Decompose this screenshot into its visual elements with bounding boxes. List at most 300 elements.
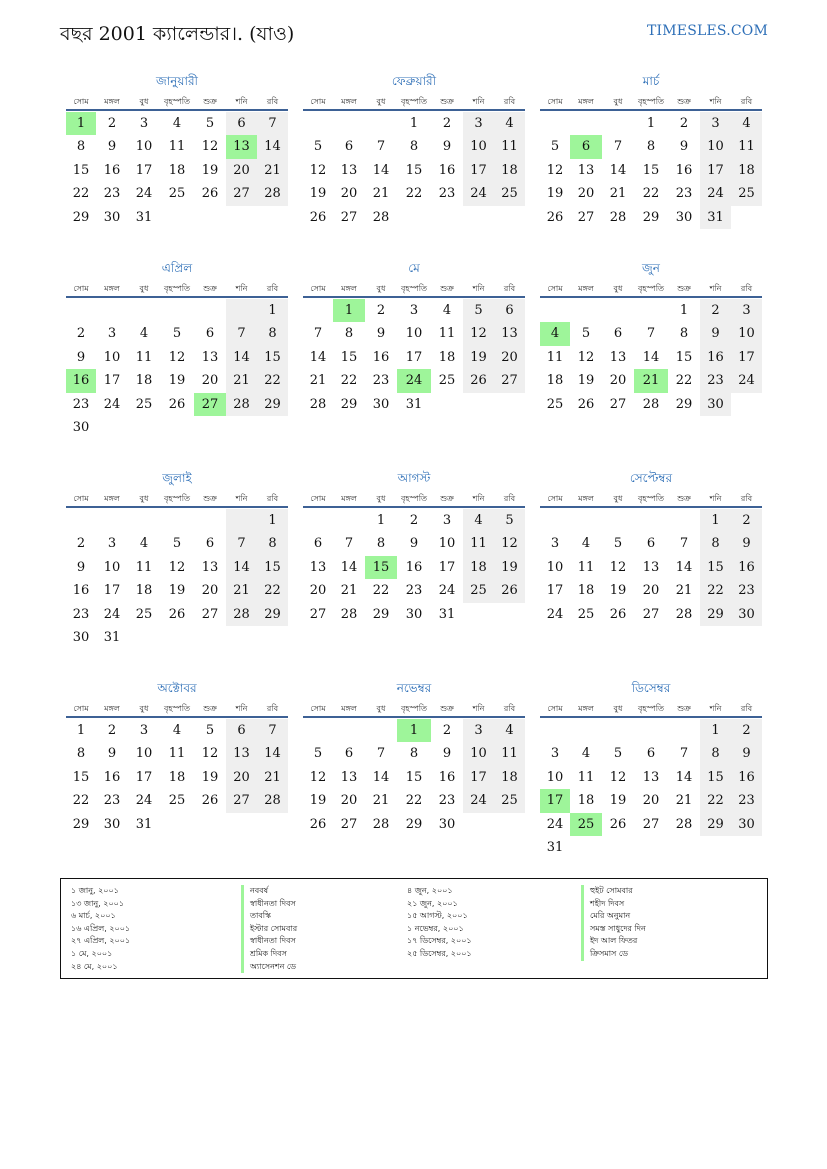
day-cell: 22: [257, 369, 288, 392]
day-cell: 17: [103, 373, 121, 389]
day-cell: 10: [463, 742, 494, 765]
day-cell: 4: [494, 719, 525, 742]
month-calendar: [66, 467, 288, 649]
site-link[interactable]: TIMESLES.COM: [647, 23, 768, 39]
empty-cell: [194, 509, 226, 532]
day-grid: [540, 111, 762, 229]
day-grid: [66, 718, 288, 836]
empty-cell: [668, 719, 700, 742]
day-cell: 26: [201, 186, 219, 202]
holiday-name: হুইট সোমবার: [581, 885, 646, 898]
empty-cell: [540, 112, 570, 135]
day-cell: 6: [494, 299, 525, 322]
day-cell: 21: [226, 579, 257, 602]
day-cell: 5: [313, 746, 323, 762]
day-cell: 11: [577, 769, 595, 785]
day-cell: 7: [376, 139, 386, 155]
month-name: ফেব্রুয়ারী: [391, 74, 437, 88]
day-cell: 12: [546, 162, 564, 178]
day-cell: 23: [103, 186, 121, 202]
day-cell: 1: [257, 299, 288, 322]
day-cell: 24: [546, 606, 564, 622]
day-cell: 19: [309, 793, 327, 809]
month-calendar: [66, 257, 288, 439]
day-cell: 4: [494, 112, 525, 135]
empty-cell: [365, 719, 397, 742]
day-cell: 1: [700, 509, 731, 532]
weekday-label: শনি: [235, 704, 248, 713]
day-cell: 22: [257, 579, 288, 602]
day-cell: 29: [675, 396, 693, 412]
holiday-day-cell: 15: [365, 556, 397, 579]
holiday-date: ১৫ আগস্ট, ২০০১: [407, 911, 468, 921]
holiday-day-cell: 21: [634, 369, 668, 392]
month-name: ডিসেম্বর: [631, 681, 671, 695]
weekday-label: বৃহস্পতি: [400, 284, 428, 293]
day-cell: 6: [226, 719, 257, 742]
day-cell: 2: [107, 116, 117, 131]
holiday-name: ইদ আল ফিতর: [581, 935, 646, 948]
day-cell: 14: [257, 135, 288, 158]
day-cell: 15: [700, 556, 731, 579]
day-cell: 23: [731, 579, 762, 602]
holiday-date: ১ জানু, ২০০১: [71, 886, 119, 895]
day-cell: 12: [494, 532, 525, 555]
day-cell: 20: [226, 159, 257, 182]
day-cell: 5: [613, 536, 623, 552]
weekday-label: বৃহস্পতি: [163, 284, 191, 293]
weekday-label: শুক্র: [440, 284, 454, 293]
weekday-label: শুক্র: [677, 704, 691, 713]
holiday-dates-col-2: [407, 885, 472, 961]
day-cell: 30: [700, 393, 731, 416]
day-cell: 20: [494, 346, 525, 369]
day-cell: 23: [372, 373, 390, 389]
day-cell: 22: [72, 186, 90, 202]
weekday-label: বৃহস্পতি: [637, 704, 665, 713]
holiday-date: ৬ মার্চ, ২০০১: [71, 911, 116, 921]
day-cell: 5: [613, 746, 623, 762]
day-cell: 18: [494, 159, 525, 182]
day-cell: 18: [577, 793, 595, 809]
day-cell: 6: [205, 326, 215, 342]
day-cell: 26: [546, 209, 564, 225]
weekday-label: বুধ: [376, 97, 386, 106]
holiday-day-cell: 13: [226, 135, 257, 158]
day-cell: 3: [139, 723, 149, 738]
holiday-dates-col-1: [71, 885, 130, 973]
weekday-label: বুধ: [376, 494, 386, 503]
weekday-label: শুক্র: [203, 97, 217, 106]
empty-cell: [66, 509, 96, 532]
weekday-label: সোম: [547, 97, 563, 106]
month-name: সেপ্টেম্বর: [629, 471, 673, 485]
weekday-header: [66, 699, 288, 718]
day-cell: 19: [609, 583, 627, 599]
day-cell: 7: [646, 326, 656, 342]
day-cell: 15: [700, 766, 731, 789]
weekday-label: বৃহস্পতি: [163, 97, 191, 106]
day-cell: 28: [675, 816, 693, 832]
day-cell: 27: [642, 816, 660, 832]
day-cell: 8: [76, 139, 86, 155]
weekday-label: শনি: [709, 97, 722, 106]
day-cell: 14: [257, 742, 288, 765]
day-cell: 2: [376, 303, 386, 318]
day-cell: 6: [646, 536, 656, 552]
day-cell: 1: [646, 116, 656, 131]
weekday-label: রবি: [740, 97, 753, 106]
day-cell: 6: [646, 746, 656, 762]
holiday-date: ১৬ এপ্রিল, ২০০১: [71, 923, 131, 933]
day-cell: 20: [201, 373, 219, 389]
day-grid: [303, 298, 525, 416]
holiday-date: ২৭ এপ্রিল, ২০০১: [71, 936, 131, 946]
month-calendar: [303, 257, 525, 416]
day-cell: 30: [72, 419, 90, 435]
day-cell: 25: [135, 606, 153, 622]
day-cell: 29: [72, 816, 90, 832]
month-calendar: [540, 70, 762, 229]
day-cell: 28: [226, 603, 257, 626]
day-cell: 18: [168, 162, 186, 178]
weekday-label: রবি: [503, 494, 516, 503]
holiday-name: স্বাধীনতা দিবস: [241, 935, 297, 948]
holiday-date: ২৫ ডিসেম্বর, ২০০১: [407, 948, 472, 958]
day-cell: 5: [205, 116, 215, 131]
weekday-label: শুক্র: [203, 494, 217, 503]
day-cell: 30: [405, 606, 423, 622]
day-cell: 11: [731, 135, 762, 158]
day-cell: 20: [642, 583, 660, 599]
day-cell: 31: [405, 396, 423, 412]
day-cell: 24: [463, 789, 494, 812]
weekday-header: [303, 92, 525, 111]
day-cell: 8: [344, 326, 354, 342]
day-cell: 13: [494, 322, 525, 345]
day-cell: 12: [577, 349, 595, 365]
day-cell: 13: [340, 769, 358, 785]
weekday-header: [303, 489, 525, 508]
day-cell: 9: [107, 746, 117, 762]
day-cell: 31: [438, 606, 456, 622]
day-cell: 10: [463, 135, 494, 158]
month-name: নভেম্বর: [396, 681, 432, 695]
day-cell: 8: [679, 326, 689, 342]
day-cell: 16: [438, 769, 456, 785]
day-cell: 11: [168, 139, 186, 155]
page-title: বছর 2001 ক্যালেন্ডার।. (যাও): [60, 23, 295, 45]
holiday-date: ২১ জুন, ২০০১: [407, 898, 458, 908]
day-cell: 8: [409, 139, 419, 155]
day-cell: 11: [463, 532, 494, 555]
weekday-label: রবি: [266, 494, 279, 503]
day-cell: 20: [226, 766, 257, 789]
day-cell: 7: [226, 532, 257, 555]
day-cell: 24: [135, 793, 153, 809]
weekday-label: শনি: [472, 284, 485, 293]
day-cell: 11: [546, 349, 564, 365]
day-cell: 17: [103, 583, 121, 599]
day-cell: 13: [309, 559, 327, 575]
month-calendar: [66, 70, 288, 229]
holiday-date: ২৪ মে, ২০০১: [71, 961, 118, 971]
day-cell: 3: [139, 116, 149, 131]
day-cell: 4: [172, 723, 182, 738]
day-cell: 18: [463, 556, 494, 579]
month-name: মে: [408, 261, 420, 275]
month-name: অক্টোবর: [157, 681, 197, 695]
month-name: জানুয়ারী: [156, 74, 198, 88]
empty-cell: [668, 509, 700, 532]
day-cell: 12: [168, 349, 186, 365]
empty-cell: [303, 112, 333, 135]
day-cell: 5: [313, 139, 323, 155]
empty-cell: [570, 509, 602, 532]
day-cell: 18: [135, 373, 153, 389]
day-cell: 14: [675, 769, 693, 785]
day-cell: 16: [731, 766, 762, 789]
day-cell: 1: [376, 513, 386, 528]
day-cell: 5: [205, 723, 215, 738]
day-cell: 2: [107, 723, 117, 738]
day-cell: 29: [372, 606, 390, 622]
empty-cell: [303, 719, 333, 742]
weekday-label: শুক্র: [677, 284, 691, 293]
day-cell: 19: [609, 793, 627, 809]
day-cell: 3: [107, 326, 117, 342]
day-cell: 20: [340, 186, 358, 202]
day-cell: 7: [679, 536, 689, 552]
day-cell: 10: [103, 349, 121, 365]
day-cell: 8: [700, 532, 731, 555]
holiday-name: স্বাধীনতা দিবস: [241, 898, 297, 911]
day-cell: 10: [731, 322, 762, 345]
day-cell: 15: [405, 769, 423, 785]
day-cell: 7: [344, 536, 354, 552]
holiday-name: মেরি অনুমান: [581, 910, 646, 923]
day-cell: 24: [135, 186, 153, 202]
day-cell: 23: [405, 583, 423, 599]
weekday-label: বুধ: [376, 704, 386, 713]
day-cell: 14: [226, 346, 257, 369]
day-cell: 31: [103, 629, 121, 645]
day-cell: 1: [257, 509, 288, 532]
day-cell: 5: [581, 326, 591, 342]
holiday-list: [60, 878, 768, 979]
day-grid: [66, 298, 288, 439]
weekday-label: সোম: [310, 97, 326, 106]
weekday-label: শনি: [709, 284, 722, 293]
weekday-label: সোম: [310, 284, 326, 293]
weekday-label: সোম: [73, 494, 89, 503]
empty-cell: [128, 509, 160, 532]
weekday-label: মঙ্গল: [104, 284, 120, 293]
day-cell: 3: [442, 513, 452, 528]
day-cell: 13: [609, 349, 627, 365]
day-cell: 23: [700, 369, 731, 392]
day-cell: 24: [103, 396, 121, 412]
day-cell: 18: [135, 583, 153, 599]
day-cell: 22: [405, 793, 423, 809]
day-grid: [540, 718, 762, 859]
holiday-date: ১৭ ডিসেম্বর, ২০০১: [407, 936, 472, 946]
day-cell: 17: [700, 159, 731, 182]
day-cell: 29: [700, 603, 731, 626]
day-cell: 8: [257, 532, 288, 555]
day-cell: 25: [546, 396, 564, 412]
day-cell: 21: [257, 766, 288, 789]
day-cell: 7: [679, 746, 689, 762]
day-cell: 5: [463, 299, 494, 322]
day-cell: 5: [550, 139, 560, 155]
day-cell: 27: [226, 182, 257, 205]
weekday-label: সোম: [547, 284, 563, 293]
day-cell: 7: [376, 746, 386, 762]
weekday-label: রবি: [266, 704, 279, 713]
day-cell: 3: [463, 112, 494, 135]
weekday-label: বৃহস্পতি: [163, 704, 191, 713]
day-cell: 19: [168, 373, 186, 389]
empty-cell: [540, 509, 570, 532]
holiday-day-cell: 24: [397, 369, 431, 392]
day-cell: 6: [344, 139, 354, 155]
day-cell: 17: [546, 583, 564, 599]
weekday-label: শনি: [472, 494, 485, 503]
holiday-day-cell: 6: [570, 135, 602, 158]
holiday-name: নববর্ষ: [241, 885, 297, 898]
day-cell: 25: [168, 793, 186, 809]
day-cell: 17: [135, 769, 153, 785]
day-cell: 17: [405, 349, 423, 365]
day-cell: 26: [309, 816, 327, 832]
day-cell: 20: [609, 373, 627, 389]
weekday-label: বুধ: [613, 494, 623, 503]
weekday-label: বৃহস্পতি: [163, 494, 191, 503]
day-cell: 2: [731, 509, 762, 532]
day-cell: 3: [700, 112, 731, 135]
day-cell: 14: [675, 559, 693, 575]
day-grid: [303, 111, 525, 229]
weekday-label: শনি: [235, 494, 248, 503]
day-cell: 11: [135, 559, 153, 575]
weekday-label: বৃহস্পতি: [637, 284, 665, 293]
weekday-label: শুক্র: [203, 704, 217, 713]
day-cell: 13: [577, 162, 595, 178]
weekday-label: শনি: [709, 704, 722, 713]
day-cell: 29: [257, 603, 288, 626]
month-name: আগস্ট: [397, 471, 431, 485]
weekday-header: [303, 279, 525, 298]
holiday-date: ১৩ জানু, ২০০১: [71, 898, 125, 908]
day-cell: 15: [257, 346, 288, 369]
weekday-header: [66, 279, 288, 298]
day-cell: 24: [700, 182, 731, 205]
day-cell: 9: [76, 559, 86, 575]
weekday-label: মঙ্গল: [578, 97, 594, 106]
weekday-label: সোম: [73, 704, 89, 713]
day-cell: 17: [731, 346, 762, 369]
weekday-label: রবি: [740, 704, 753, 713]
day-cell: 14: [226, 556, 257, 579]
weekday-label: বুধ: [139, 494, 149, 503]
holiday-day-cell: 1: [66, 112, 96, 135]
day-cell: 5: [494, 509, 525, 532]
empty-cell: [303, 299, 333, 322]
empty-cell: [128, 299, 160, 322]
day-cell: 25: [731, 182, 762, 205]
empty-cell: [226, 509, 257, 532]
weekday-label: রবি: [266, 284, 279, 293]
day-grid: [66, 111, 288, 229]
day-cell: 5: [172, 326, 182, 342]
day-cell: 16: [700, 346, 731, 369]
empty-cell: [602, 509, 634, 532]
day-cell: 16: [438, 162, 456, 178]
day-cell: 30: [72, 629, 90, 645]
day-cell: 3: [463, 719, 494, 742]
day-cell: 20: [340, 793, 358, 809]
day-cell: 31: [135, 209, 153, 225]
day-cell: 18: [438, 349, 456, 365]
day-cell: 16: [405, 559, 423, 575]
day-cell: 28: [309, 396, 327, 412]
weekday-label: রবি: [266, 97, 279, 106]
day-cell: 2: [409, 513, 419, 528]
day-cell: 9: [442, 139, 452, 155]
weekday-label: বুধ: [139, 284, 149, 293]
day-cell: 26: [494, 579, 525, 602]
day-cell: 23: [675, 186, 693, 202]
day-cell: 10: [135, 139, 153, 155]
holiday-day-cell: 1: [397, 719, 431, 742]
day-cell: 2: [731, 719, 762, 742]
day-cell: 24: [438, 583, 456, 599]
weekday-label: বুধ: [139, 704, 149, 713]
weekday-label: বুধ: [613, 704, 623, 713]
weekday-label: শুক্র: [440, 494, 454, 503]
day-cell: 10: [438, 536, 456, 552]
day-cell: 27: [577, 209, 595, 225]
day-cell: 11: [494, 135, 525, 158]
day-cell: 21: [226, 369, 257, 392]
day-cell: 14: [372, 162, 390, 178]
day-cell: 13: [201, 559, 219, 575]
day-cell: 19: [168, 583, 186, 599]
day-cell: 12: [201, 746, 219, 762]
day-cell: 24: [463, 182, 494, 205]
day-cell: 12: [201, 139, 219, 155]
day-cell: 15: [642, 162, 660, 178]
day-cell: 17: [463, 159, 494, 182]
weekday-label: বৃহস্পতি: [400, 494, 428, 503]
weekday-label: শনি: [235, 284, 248, 293]
weekday-label: মঙ্গল: [341, 704, 357, 713]
weekday-label: শুক্র: [440, 704, 454, 713]
day-cell: 31: [135, 816, 153, 832]
empty-cell: [570, 719, 602, 742]
day-cell: 8: [76, 746, 86, 762]
weekday-label: বৃহস্পতি: [637, 97, 665, 106]
day-cell: 29: [642, 209, 660, 225]
day-cell: 7: [226, 322, 257, 345]
day-cell: 22: [405, 186, 423, 202]
day-cell: 30: [731, 813, 762, 836]
day-cell: 21: [372, 793, 390, 809]
empty-cell: [96, 299, 128, 322]
day-cell: 12: [168, 559, 186, 575]
day-cell: 11: [494, 742, 525, 765]
